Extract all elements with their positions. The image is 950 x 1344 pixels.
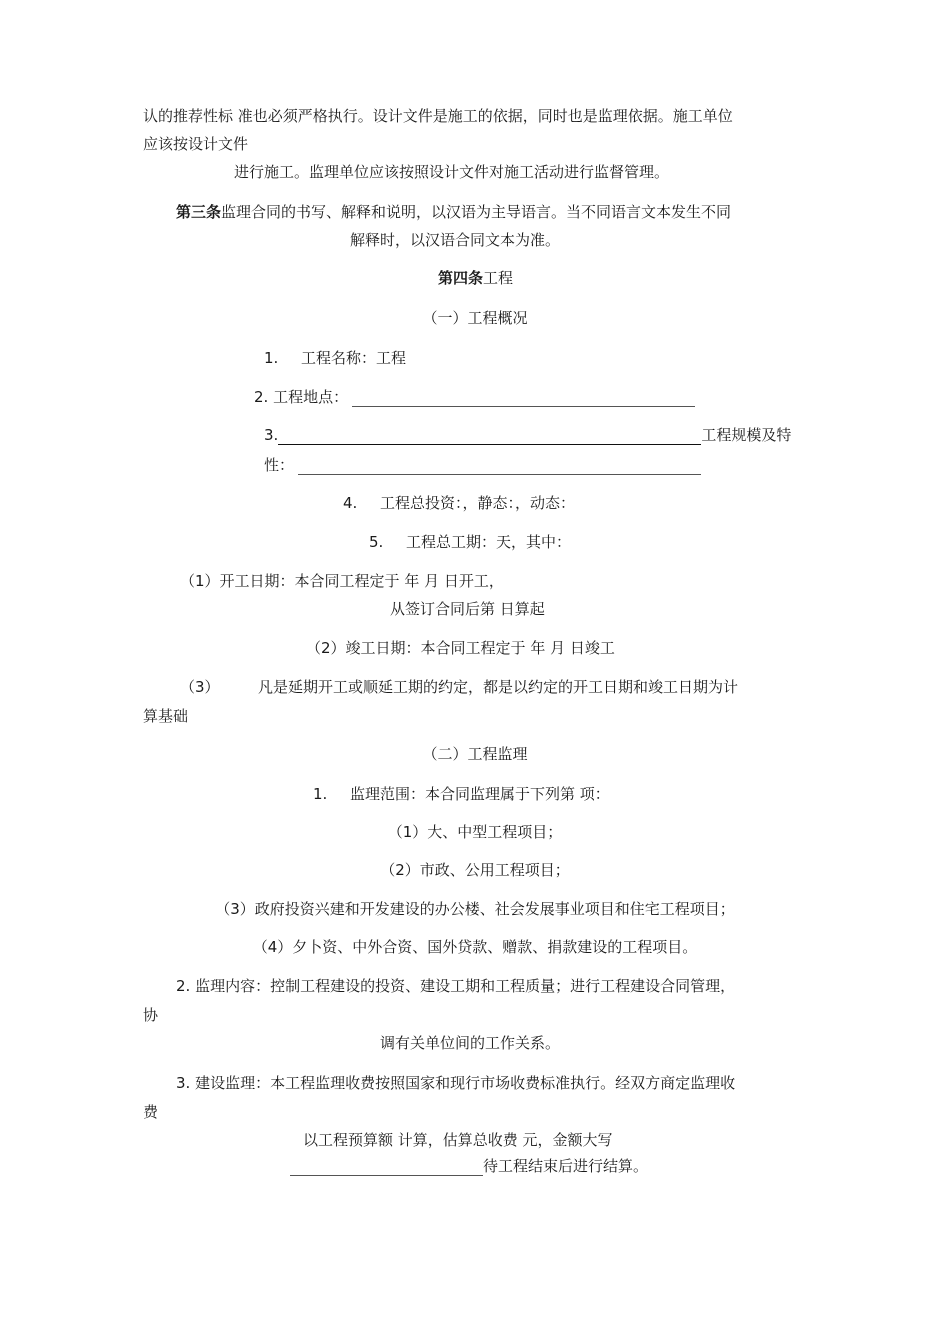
amount-words-blank: [290, 1163, 483, 1176]
article3-heading: 第三条: [176, 203, 222, 221]
overview-item1-text: 工程名称：工程: [301, 349, 407, 367]
scale-blank: [278, 432, 701, 445]
article4-title: [438, 268, 513, 288]
article4-heading: 第四条: [438, 269, 484, 287]
completion-date: （2）竣工日期：本合同工程定于 年 月 日竣工: [306, 639, 615, 657]
overview-item3-num: 3.: [264, 426, 279, 444]
fee-line2: 费: [143, 1103, 159, 1121]
overview-item5-num: 5.: [369, 533, 384, 551]
overview-item4-num: 4.: [343, 494, 358, 512]
overview-item3-line1: [264, 425, 791, 445]
location-blank: [352, 394, 695, 407]
sub3-line2: 算基础: [143, 707, 189, 725]
fee-line4: [290, 1156, 648, 1176]
article3-text: 监理合同的书写、解释和说明，以汉语为主导语言。当不同语言文本发生不同: [221, 203, 732, 221]
sub3-line1: 凡是延期开工或顺延工期的约定，都是以约定的开工日期和竣工日期为计: [258, 678, 739, 696]
overview-item3-line2: [264, 455, 701, 475]
article3-line1: [176, 202, 731, 222]
overview-item3-text-b: 性：: [264, 456, 295, 474]
content-line1: 2. 监理内容：控制工程建设的投资、建设工期和工程质量；进行工程建设合同管理，: [176, 977, 736, 995]
characteristics-blank: [298, 462, 701, 475]
scope-text: 监理范围：本合同监理属于下列第 项：: [350, 785, 610, 803]
fee-line1: 3. 建设监理：本工程监理收费按照国家和现行市场收费标准执行。经双方商定监理收: [176, 1074, 736, 1092]
design-paragraph-line1: 认的推荐性标 准也必须严格执行。设计文件是施工的依据，同时也是监理依据。施工单位: [143, 107, 733, 125]
overview-item5-text: 工程总工期：天，其中：: [406, 533, 572, 551]
overview-heading: （一）工程概况: [422, 309, 528, 327]
sub3-num: （3）: [180, 678, 220, 696]
scope-num: 1.: [313, 785, 328, 803]
fee-line3: 以工程预算额 计算，估算总收费 元，金额大写: [303, 1131, 613, 1149]
scope-item-4: （4）夕卜资、中外合资、国外贷款、赠款、捐款建设的工程项目。: [252, 938, 698, 956]
scope-item-1: （1）大、中型工程项目；: [387, 823, 563, 841]
overview-item1-num: 1.: [264, 349, 279, 367]
supervision-heading: （二）工程监理: [422, 745, 528, 763]
overview-item4-text: 工程总投资：，静态：，动态：: [380, 494, 576, 512]
article4-title-text: 工程: [483, 269, 514, 287]
design-paragraph-line2: 应该按设计文件: [143, 135, 249, 153]
design-paragraph-line3: 进行施工。监理单位应该按照设计文件对施工活动进行监督管理。: [234, 163, 670, 181]
content-line2: 协: [143, 1006, 159, 1024]
content-line3: 调有关单位间的工作关系。: [380, 1034, 561, 1052]
start-date-line2: 从签订合同后第 日算起: [390, 600, 545, 618]
article3-line2: 解释时，以汉语合同文本为准。: [350, 231, 561, 249]
fee-line4-text: 待工程结束后进行结算。: [483, 1157, 649, 1175]
scope-item-2: （2）市政、公用工程项目；: [380, 861, 570, 879]
overview-item2: [254, 387, 695, 407]
start-date-line1: （1）开工日期：本合同工程定于 年 月 日开工，: [180, 572, 504, 590]
overview-item3-text-a: 工程规模及特: [701, 426, 792, 444]
scope-item-3: （3）政府投资兴建和开发建设的办公楼、社会发展事业项目和住宅工程项目；: [215, 900, 735, 918]
overview-item2-text: 2. 工程地点：: [254, 388, 349, 406]
